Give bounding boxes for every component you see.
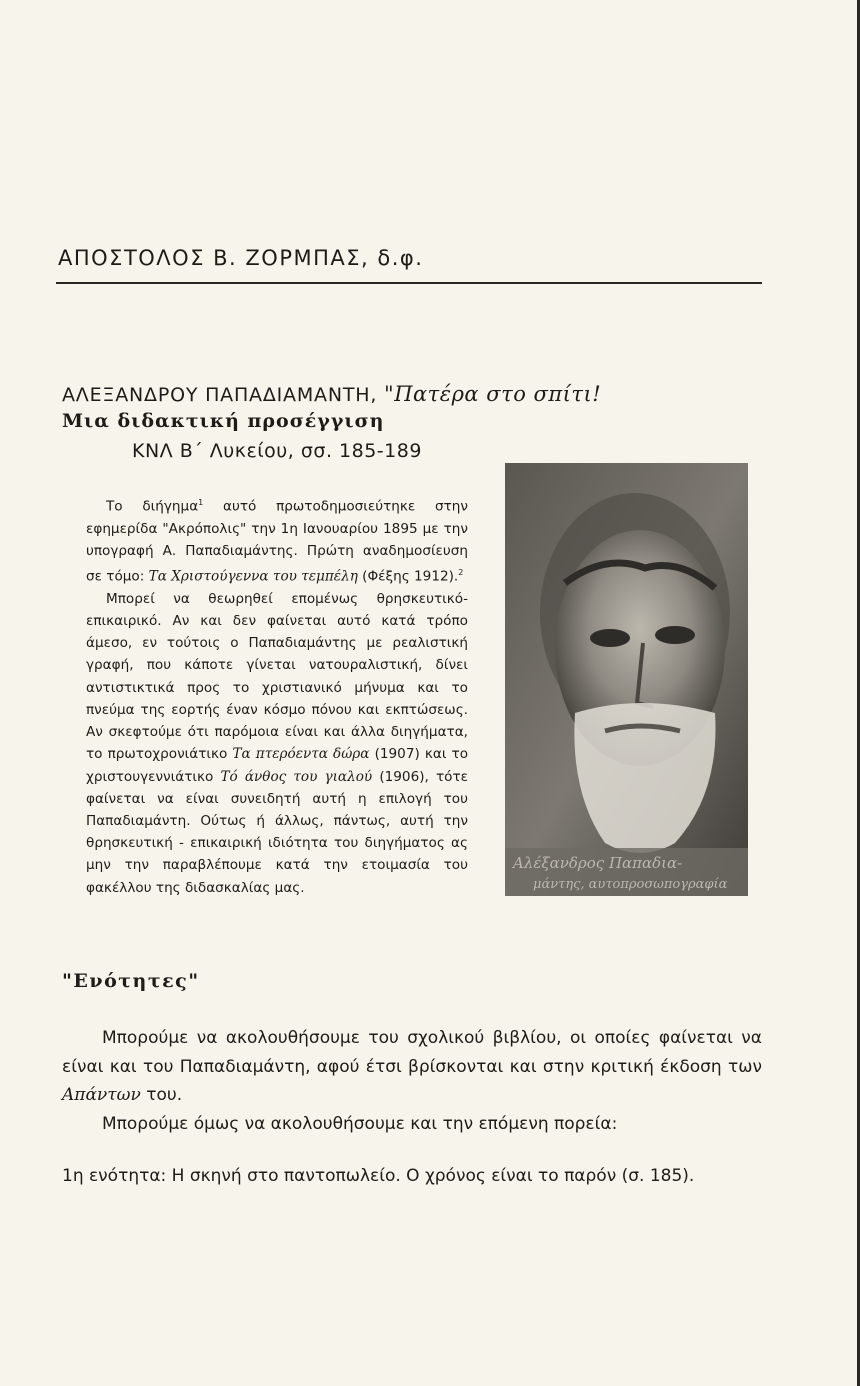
title-work: "Πατέρα στο σπίτι! [384,382,602,406]
header-rule [56,282,762,284]
section-paragraph-2: Μπορούμε όμως να ακολουθήσουμε και την επόμενη πορεία: [102,1113,618,1134]
section-paragraph-1 [62,1024,762,1110]
p1-text-b: αυτό πρωτοδημοσιεύτηκε στην εφημερίδα "Ακρόπολις" την 1η Ιανουαρίου 1895 με την υπογραφή Α. Παπαδιαμάντης. Πρώτη αναδημοσίευση σε τόμο: [86,498,469,585]
p2-text-c: (1906), τότε φαίνεται να είναι συνειδητή αυτή η επιλογή του Παπαδιαμάντη. Ούτως ή άλλως, πάντως, αυτή την θρησκευτική - επικαιρική ιδιότητα του διηγήματος ας μην την παραβλέπουμε κατά την ετοιμασία του φακέλλου της διδασκαλίας μας. [86,768,469,896]
portrait-caption-1: Αλέξανδρος Παπαδια- [513,854,683,872]
unit-1-line: 1η ενότητα: Η σκηνή στο παντοπωλείο. Ο χρόνος είναι το παρόν (σ. 185). [62,1166,695,1186]
section-heading: "Ενότητες" [62,970,200,992]
work-title-1: Τα πτερόεντα δώρα [232,746,370,763]
intro-paragraph-2 [86,588,468,899]
book-title: Τα Χριστούγεννα του τεμπέλη [148,568,358,585]
p2-text-a: Μπορεί να θεωρηθεί επομένως θρησκευτικό-επικαιρικό. Αν και δεν φαίνεται αυτό κατά τρόπο άμεσο, εν τούτοις ο Παπαδιαμάντης με ρεαλιστική γραφή, που κάποτε γίνεται νατουραλιστική, δίνει αντιστικτικά προς το χριστιανικό μήνυμα και το πνεύμα της εορτής έναν κόσμο πόνου και εκπτώσεως. Αν σκεφτούμε ότι παρόμοια είναι και άλλα διηγήματα, το πρωτοχρονιάτικο [86,590,468,763]
p1-text-a: Το διήγημα [106,498,199,515]
sp1-text-a: Μπορούμε να ακολουθήσουμε του σχολικού βιβλίου, οι οποίες φαίνεται να είναι και του Παπαδιαμάντη, αφού έτσι βρίσκονται και στην κριτική έκδοση των [62,1028,762,1077]
portrait-image [505,463,748,896]
article-subtitle: Μια διδακτική προσέγγιση [62,410,385,432]
footnote-marker-1: 1 [198,498,204,507]
footnote-marker-2: 2 [458,568,464,578]
author-header: ΑΠΟΣΤΟΛΟΣ Β. ΖΟΡΜΠΑΣ, δ.φ. [58,246,424,270]
intro-paragraph-1 [86,492,468,588]
p2-text-b: (1907) και το χριστουγεννιάτικο [86,746,469,785]
complete-works-title: Απάντων [62,1085,141,1105]
title-author: ΑΛΕΞΑΝΔΡΟΥ ΠΑΠΑΔΙΑΜΑΝΤΗ, [62,384,378,406]
article-title [62,382,601,406]
intro-column [86,492,468,899]
article-reference: ΚΝΛ Β΄ Λυκείου, σσ. 185-189 [132,440,422,462]
work-title-2: Τό άνθος του γιαλού [220,768,373,785]
portrait-drawing [505,463,748,896]
sp1-text-b: του. [140,1085,183,1105]
section-body [62,1024,762,1138]
p1-text-c: (Φέξης 1912). [357,568,459,585]
portrait-caption-2: μάντης, αυτοπροσωπογραφία [533,877,728,892]
